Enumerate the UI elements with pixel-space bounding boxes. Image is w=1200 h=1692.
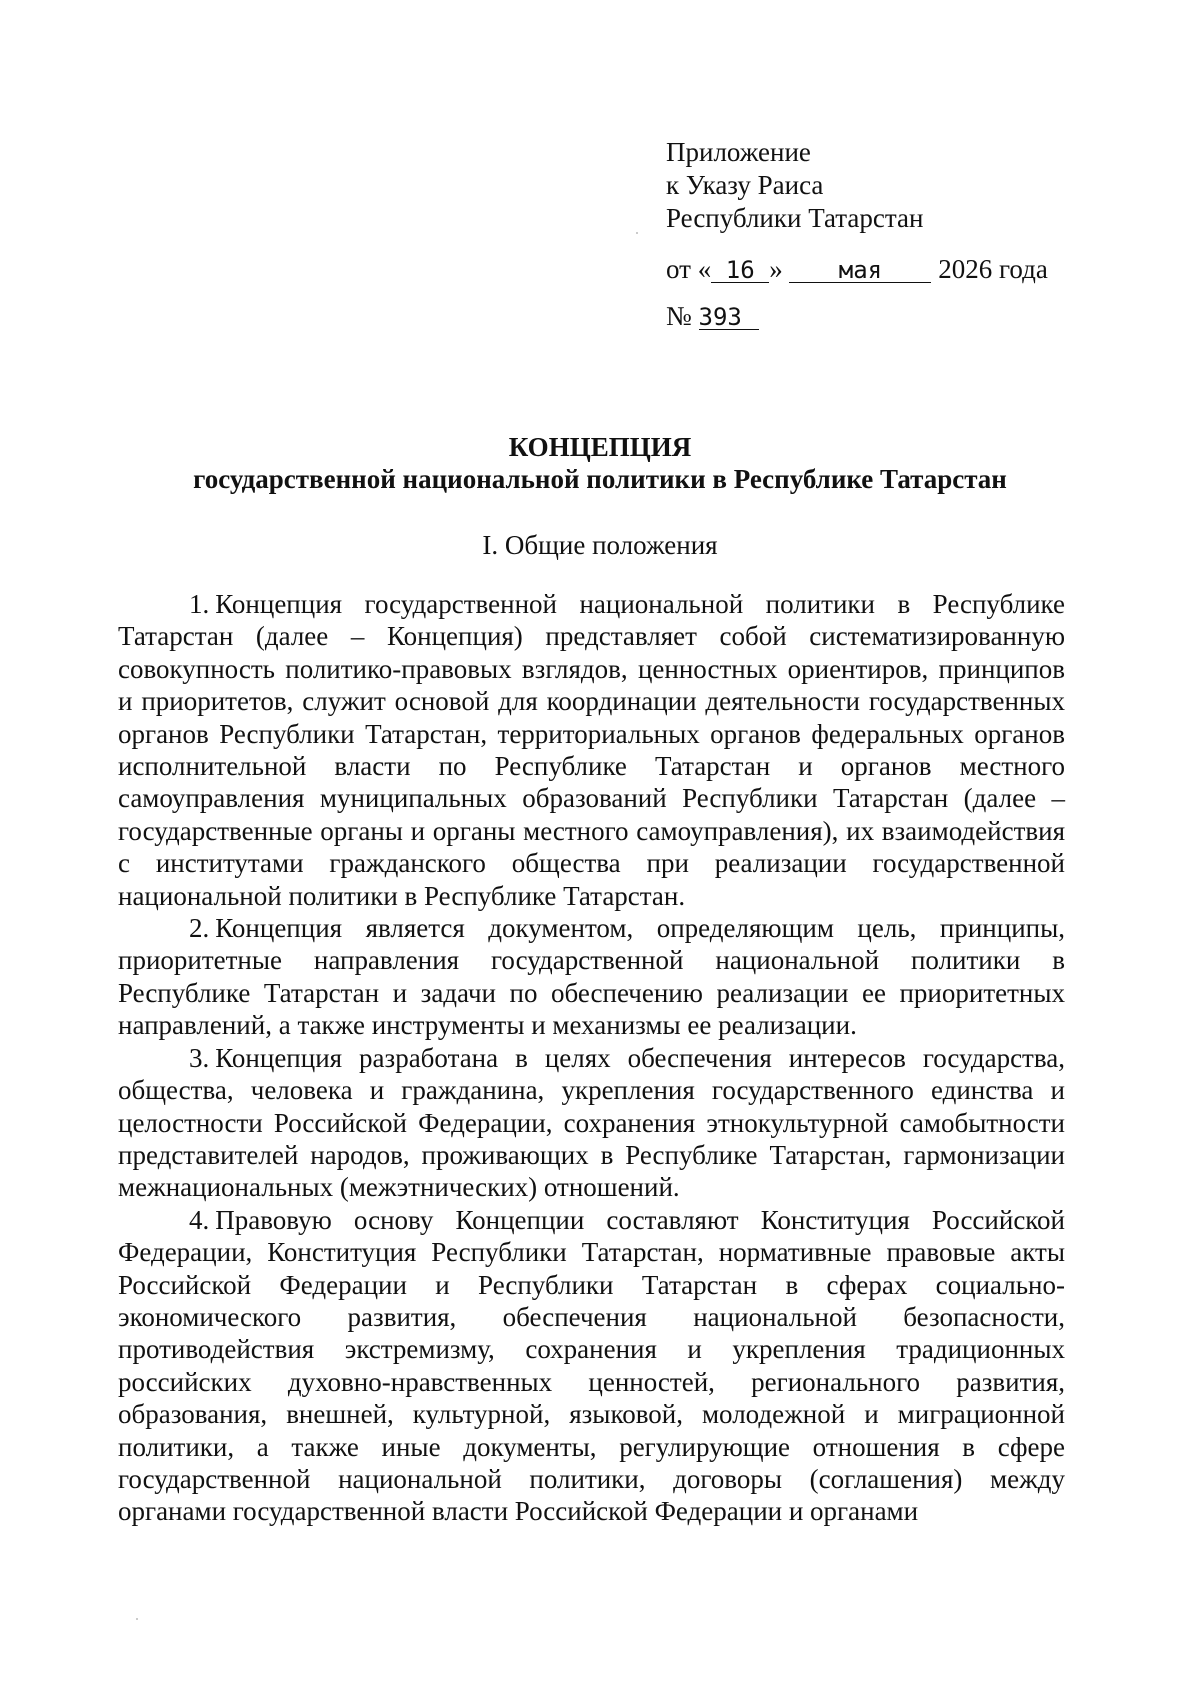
paragraph bbox=[118, 1204, 1065, 1528]
date-prefix: от « bbox=[666, 254, 712, 284]
document-title: КОНЦЕПЦИЯ bbox=[508, 432, 692, 462]
paragraph-text: Правовую основу Концепции составляют Конституция Российской Федерации, Конституция Республики Татарстан, нормативные правовые акты Российской Федерации и Республики Татарстан в сферах социально-экономического развития, обеспечения национальной безопасности, противодействия экстремизму, сохранения и укрепления традиционных российских духовно-нравственных ценностей, регионального развития, образования, внешней, культурной, языковой, молодежной и миграционной политики, а также иные документы, регулирующие отношения в сфере государственной национальной политики, договоры (соглашения) между органами государственной власти Российской Федерации и органами bbox=[118, 1204, 1065, 1527]
decree-number bbox=[666, 301, 759, 332]
paragraph-number: 3. bbox=[189, 1042, 210, 1073]
date-day: 16 bbox=[711, 258, 769, 283]
paragraph bbox=[118, 912, 1065, 1042]
annex-line: Республики Татарстан bbox=[666, 203, 924, 233]
annex-line: к Указу Раиса bbox=[666, 170, 824, 200]
paragraph bbox=[118, 588, 1065, 912]
decree-date bbox=[666, 254, 1048, 285]
number-prefix: № bbox=[666, 301, 692, 331]
scan-speck bbox=[636, 232, 638, 234]
paragraph bbox=[118, 1042, 1065, 1204]
annex-line: Приложение bbox=[666, 137, 811, 167]
paragraph-text: Концепция государственной национальной политики в Республике Татарстан (далее – Концепция) представляет собой систематизированную совокупность политико-правовых взглядов, ценностных ориентиров, принципов и приоритетов, служит основой для координации деятельности государственных органов Республики Татарстан, территориальных органов федеральных органов исполнительной власти по Республике Татарстан и органов местного самоуправления муниципальных образований Республики Татарстан (далее – государственные органы и органы местного самоуправления), их взаимодействия с институтами гражданского общества при реализации государственной национальной политики в Республике Татарстан. bbox=[118, 589, 1065, 911]
date-month: мая bbox=[789, 258, 931, 283]
paragraph-text: Концепция является документом, определяющим цель, принципы, приоритетные направления государственной национальной политики в Республике Татарстан и задачи по обеспечению реализации ее приоритетных направлений, а также инструменты и механизмы ее реализации. bbox=[118, 913, 1065, 1041]
paragraph-text: Концепция разработана в целях обеспечения интересов государства, общества, человека и гражданина, укрепления государственного единства и целостности Российской Федерации, сохранения этнокультурной самобытности представителей народов, проживающих в Республике Татарстан, гармонизации межнациональных (межэтнических) отношений. bbox=[118, 1042, 1065, 1203]
paragraph-number: 4. bbox=[189, 1204, 210, 1235]
scan-speck bbox=[136, 1618, 138, 1620]
paragraph-number: 1. bbox=[189, 589, 210, 619]
paragraph-number: 2. bbox=[189, 913, 210, 944]
date-mid: » bbox=[769, 254, 783, 284]
date-year: 2026 года bbox=[938, 254, 1048, 284]
annex-block bbox=[666, 136, 923, 235]
document-body bbox=[118, 588, 1065, 1528]
section-heading: I. Общие положения bbox=[482, 530, 718, 560]
document-subtitle: государственной национальной политики в Республике Татарстан bbox=[193, 464, 1007, 494]
number-value: 393 bbox=[699, 305, 759, 330]
